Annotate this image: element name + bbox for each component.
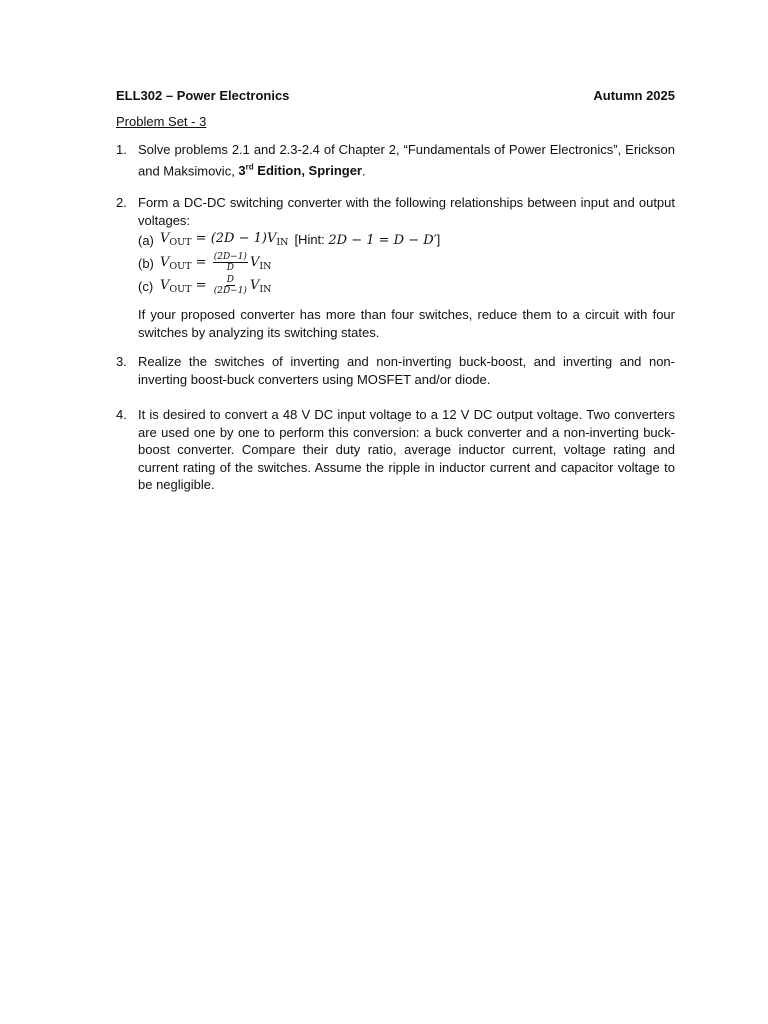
fraction — [213, 252, 248, 273]
denominator: D — [226, 262, 234, 273]
problem-4 — [116, 406, 675, 494]
hint — [294, 231, 440, 250]
fraction — [213, 275, 248, 296]
problem-2 — [116, 194, 675, 341]
vout-symbol: V — [160, 254, 170, 270]
vin-symbol: V — [249, 277, 260, 293]
edition — [238, 163, 362, 178]
problem-2-note: If your proposed converter has more than four switches, reduce them to a circuit with four switches by analyzing its switching states. — [138, 307, 675, 340]
problem-number: 3. — [116, 354, 127, 369]
vin-subscript: IN — [259, 260, 272, 272]
vout-symbol: V — [160, 277, 170, 293]
equation-label: (c) — [138, 278, 154, 294]
equation-b — [138, 252, 675, 275]
edition-suffix: rd — [245, 162, 254, 172]
problem-number: 4. — [116, 407, 127, 422]
vin-symbol: V — [266, 230, 277, 246]
problem-2-text: Form a DC-DC switching converter with the following relationships between input and output voltages: — [138, 195, 675, 228]
equation-a — [138, 229, 675, 252]
duty-term: (2D − 1) — [210, 230, 267, 246]
vin-subscript: IN — [276, 236, 289, 248]
vout-subscript: OUT — [169, 260, 192, 272]
vin-subscript: IN — [259, 283, 272, 295]
vin-symbol: V — [249, 254, 260, 270]
course-title: ELL302 – Power Electronics — [116, 88, 290, 103]
period: . — [362, 162, 366, 178]
problem-number: 2. — [116, 195, 127, 210]
problem-set-title: Problem Set - 3 — [116, 114, 207, 129]
equation-label: (a) — [138, 232, 154, 248]
vout-symbol: V — [160, 230, 170, 246]
numerator: (2D−1) — [213, 251, 247, 262]
denominator: (2D−1) — [213, 285, 247, 296]
edition-number: 3 — [238, 162, 246, 178]
equation-b-formula: $V_{OUT}$ = $\frac{(2D-1)}{D}$ $V_{IN}$ — [160, 251, 272, 273]
problem-text — [138, 194, 675, 341]
term: Autumn 2025 — [593, 88, 675, 103]
problem-text — [138, 141, 675, 179]
hint-bracket: ] — [436, 232, 441, 248]
equation-a-formula: $V_{OUT} = (2D - 1)V_{IN}$ — [160, 230, 289, 248]
equation-label: (b) — [138, 255, 154, 271]
problem-3 — [116, 353, 675, 388]
problem-3-text: Realize the switches of inverting and non-inverting buck-boost, and inverting and non-inverting boost-buck converters using MOSFET and/or diode. — [138, 354, 675, 387]
hint-expression: 2D − 1 = D − D′ — [328, 233, 437, 249]
problem-number: 1. — [116, 142, 127, 157]
hint-label: [Hint: — [294, 232, 329, 248]
problem-1 — [116, 141, 675, 179]
equation-c — [138, 275, 675, 298]
vout-subscript: OUT — [169, 236, 192, 248]
edition-publisher: Edition, Springer — [253, 162, 362, 178]
vout-subscript: OUT — [169, 283, 192, 295]
header — [116, 88, 675, 103]
problem-4-text: It is desired to convert a 48 V DC input voltage to a 12 V DC output voltage. Two converters are used one by one to perform this conversion: a buck converter and a non-inverting buck-boost converter. Compare their duty ratio, average inductor current, voltage rating and current rating of the switches. Assume the ripple in inductor current and capacitor voltage to be negligible. — [138, 407, 675, 492]
problem-1-text: Solve problems 2.1 and 2.3-2.4 of Chapter 2, “Fundamentals of Power Electronics”, Erickson and Maksimovic, — [138, 142, 675, 178]
equation-c-formula: $V_{OUT}$ = $\frac{D}{(2D-1)}$ $V_{IN}$ — [160, 274, 272, 296]
numerator: D — [226, 274, 234, 285]
